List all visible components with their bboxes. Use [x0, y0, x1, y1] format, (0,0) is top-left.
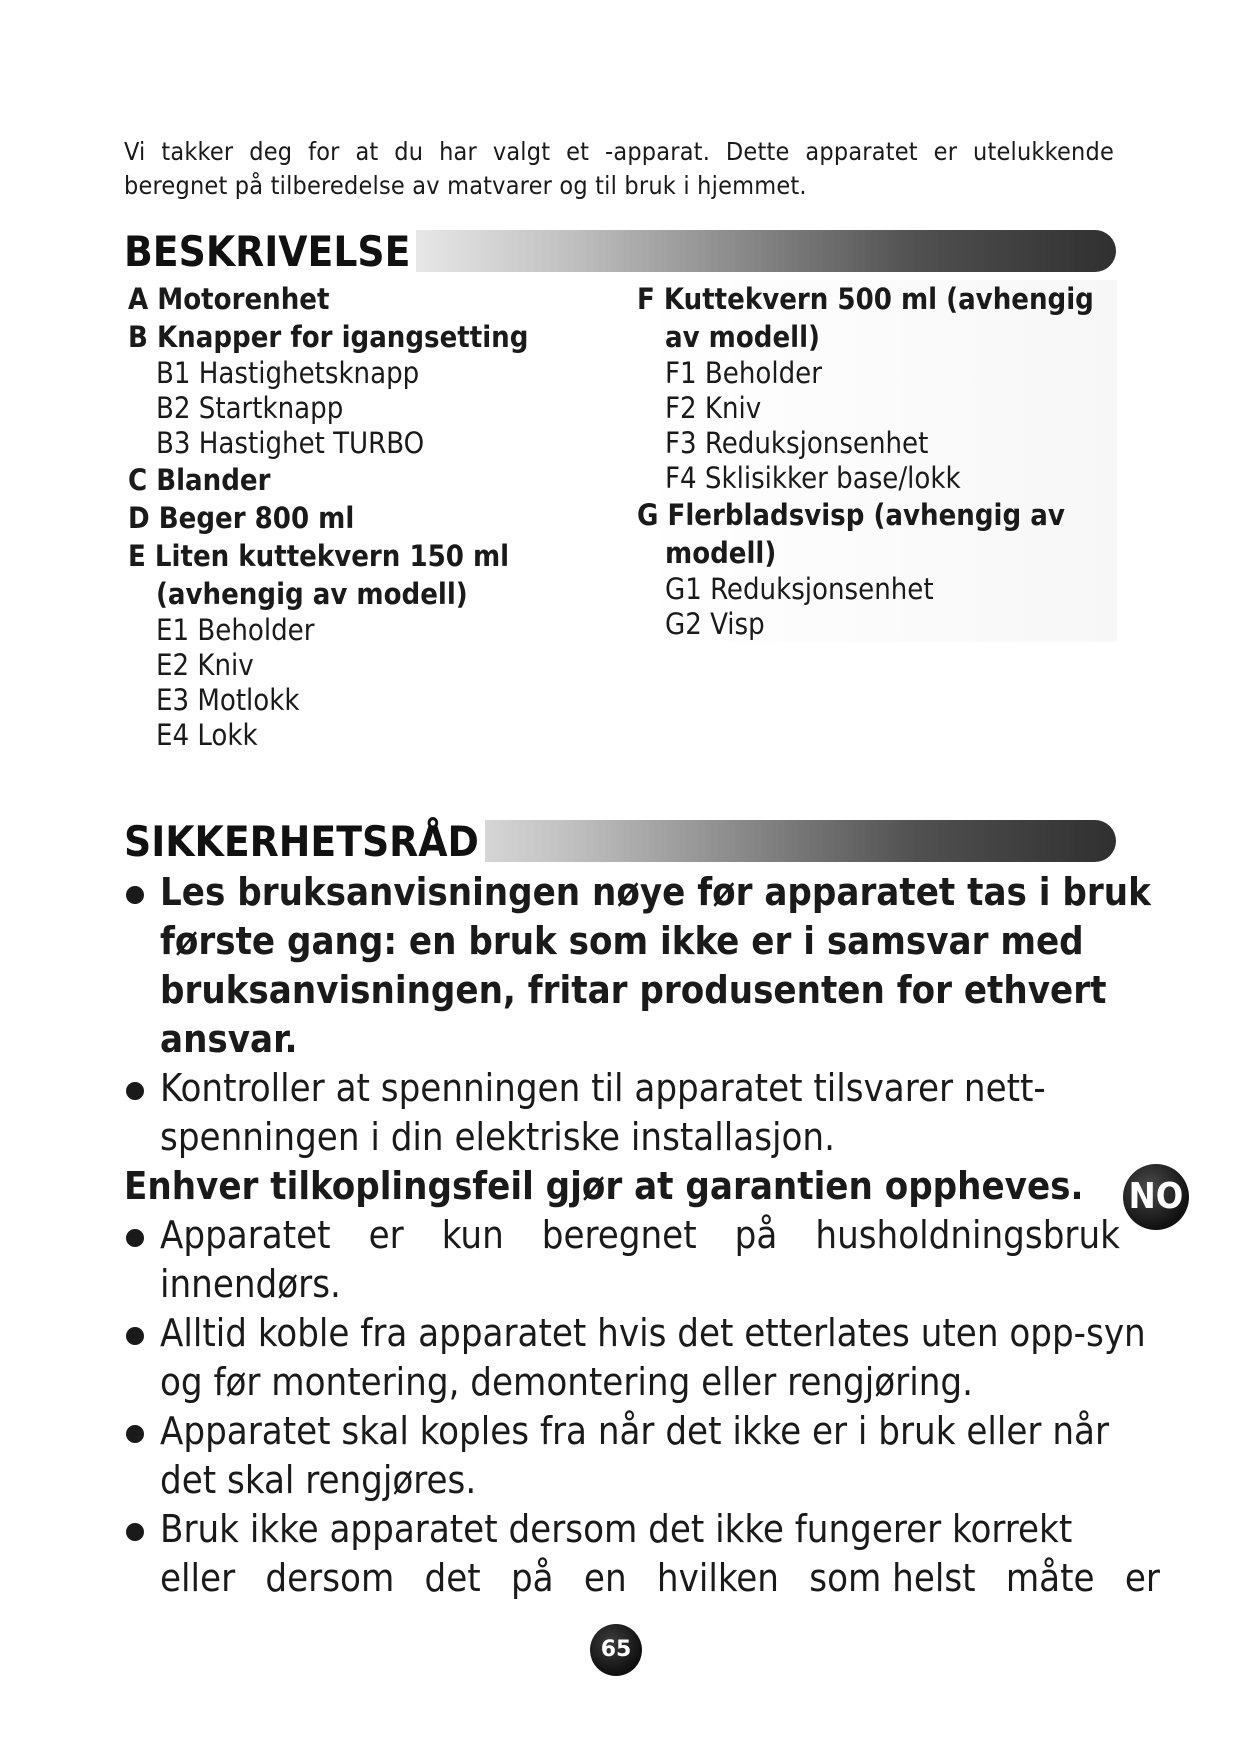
item-e	[128, 537, 628, 613]
safety-header	[124, 814, 1116, 870]
bullet-6-line2	[160, 1554, 1160, 1603]
safety-bullet-2: Kontroller at spenningen til apparatet tilsvarer nett-spenningen i din elektriske installasjon.	[124, 1064, 1154, 1162]
safety-bullet-3	[124, 1211, 1120, 1309]
word: husholdningsbruk	[815, 1213, 1120, 1257]
item-e-line2: (avhengig av modell)	[156, 577, 468, 611]
item-f-line2: av modell)	[665, 320, 820, 354]
word: på	[734, 1213, 778, 1257]
item-e1: E1 Beholder	[156, 613, 315, 647]
item-d: D Beger 800 ml	[128, 501, 355, 535]
intro-text: Vi takker deg for at du har valgt et -apparat. Dette apparatet er utelukkende beregnet på tilberedelse av matvarer og til bruk i hjemmet.	[124, 137, 1114, 200]
item-b1: B1 Hastighetsknapp	[156, 356, 420, 390]
safety-bullet-5: Apparatet skal koples fra når det ikke er i bruk eller når det skal rengjøres.	[124, 1407, 1154, 1505]
safety-bullet-6	[124, 1505, 1160, 1603]
item-g-line1: G Flerbladsvisp (avhengig av	[637, 498, 1065, 532]
item-c: C Blander	[128, 463, 271, 497]
item-e2: E2 Kniv	[156, 648, 254, 682]
word: Apparatet	[160, 1213, 331, 1257]
word: dersom	[265, 1556, 395, 1600]
item-f	[637, 280, 1117, 356]
word: kun	[441, 1213, 504, 1257]
word: hvilken	[656, 1556, 779, 1600]
word: som helst	[809, 1556, 976, 1600]
safety-bullet-4: Alltid koble fra apparatet hvis det etterlates uten opp-syn og før montering, demontering eller rengjøring.	[124, 1309, 1154, 1407]
word: det	[424, 1556, 481, 1600]
safety-title: SIKKERHETSRÅD	[124, 814, 485, 870]
bullet-3-line1	[160, 1211, 1120, 1260]
item-g1: G1 Reduksjonsenhet	[665, 572, 934, 606]
word: beregnet	[541, 1213, 697, 1257]
word: måte	[1005, 1556, 1095, 1600]
safety-bullet-1: Les bruksanvisningen nøye før apparatet tas i bruk første gang: en bruk som ikke er i samsvar med bruksanvisningen, fritar produsenten for ethvert ansvar.	[124, 868, 1154, 1064]
item-g2: G2 Visp	[665, 607, 765, 641]
item-b2: B2 Startknapp	[156, 391, 344, 425]
page-number: 65	[590, 1624, 642, 1676]
item-e3: E3 Motlokk	[156, 683, 300, 717]
word: på	[510, 1556, 554, 1600]
item-f4: F4 Sklisikker base/lokk	[665, 461, 961, 495]
description-left-column	[128, 280, 628, 753]
language-badge: NO	[1123, 1164, 1189, 1230]
safety-section	[124, 868, 1160, 1603]
description-title: BESKRIVELSE	[124, 224, 416, 280]
item-f3: F3 Reduksjonsenhet	[665, 426, 929, 460]
item-e4: E4 Lokk	[156, 718, 258, 752]
word: er	[368, 1213, 404, 1257]
item-f2: F2 Kniv	[665, 391, 762, 425]
item-e-line1: E Liten kuttekvern 150 ml	[128, 539, 510, 573]
word: eller	[160, 1556, 236, 1600]
bullet-6-line1: Bruk ikke apparatet dersom det ikke fungerer korrekt	[160, 1507, 1073, 1551]
bullet-3-line2: innendørs.	[160, 1262, 341, 1306]
item-g-line2: modell)	[665, 536, 777, 570]
item-f-line1: F Kuttekvern 500 ml (avhengig	[637, 282, 1094, 316]
item-f1: F1 Beholder	[665, 356, 822, 390]
item-b3: B3 Hastighet TURBO	[156, 426, 425, 460]
item-a: A Motorenhet	[128, 282, 330, 316]
description-header	[124, 224, 1116, 280]
warranty-warning: Enhver tilkoplingsfeil gjør at garantien oppheves.	[124, 1164, 1084, 1208]
item-g	[637, 496, 1117, 572]
word: er	[1124, 1556, 1160, 1600]
item-b: B Knapper for igangsetting	[128, 320, 529, 354]
description-right-column	[637, 280, 1117, 642]
word: en	[583, 1556, 627, 1600]
